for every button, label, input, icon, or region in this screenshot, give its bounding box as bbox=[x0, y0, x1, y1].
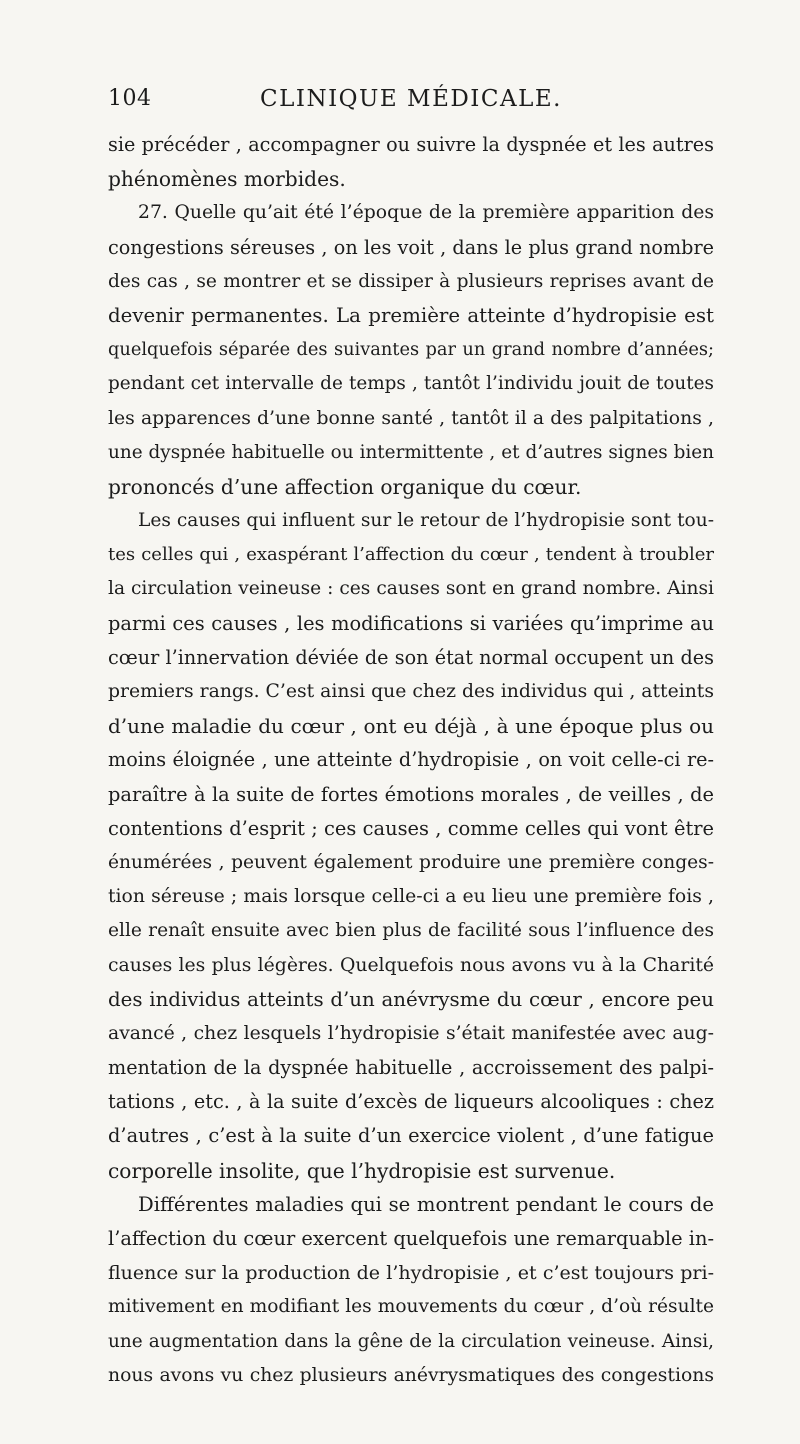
text-line: mitivement en modifiant les mouvements du cœur , d’où résulte bbox=[108, 1296, 714, 1318]
text-line: une augmentation dans la gêne de la circulation veineuse. Ainsi, bbox=[108, 1330, 714, 1352]
text-line: tes celles qui , exaspérant l’affection du cœur , tendent à troubler bbox=[108, 544, 714, 566]
text-line: mentation de la dyspnée habituelle , accroissement des palpi- bbox=[108, 1056, 714, 1080]
text-line: nous avons vu chez plusieurs anévrysmatiques des congestions bbox=[108, 1364, 714, 1386]
text-line: pendant cet intervalle de temps , tantôt l’individu jouit de toutes bbox=[108, 373, 714, 395]
text-line: premiers rangs. C’est ainsi que chez des individus qui , atteints bbox=[108, 681, 714, 702]
text-line: des individus atteints d’un anévrysme du cœur , encore peu bbox=[108, 987, 714, 1011]
text-line: d’une maladie du cœur , ont eu déjà , à une époque plus ou bbox=[108, 714, 714, 739]
text-line: prononcés d’une affection organique du cœur. bbox=[108, 474, 582, 499]
text-line: énumérées , peuvent également produire une première conges- bbox=[108, 851, 714, 873]
text-line: devenir permanentes. La première atteinte d’hydropisie est bbox=[108, 303, 714, 327]
text-line: l’affection du cœur exercent quelquefois une remarquable in- bbox=[108, 1227, 714, 1250]
text-line: moins éloignée , une atteinte d’hydropisie , on voit celle-ci re- bbox=[108, 748, 714, 772]
text-line: avancé , chez lesquels l’hydropisie s’était manifestée avec aug- bbox=[108, 1022, 714, 1044]
text-line: elle renaît ensuite avec bien plus de facilité sous l’influence des bbox=[108, 920, 714, 942]
text-line: parmi ces causes , les modifications si variées qu’imprime au bbox=[108, 611, 714, 635]
text-line: Différentes maladies qui se montrent pendant le cours de bbox=[138, 1192, 714, 1216]
text-line: une dyspnée habituelle ou intermittente , et d’autres signes bien bbox=[108, 441, 714, 463]
text-line: quelquefois séparée des suivantes par un grand nombre d’années; bbox=[108, 339, 714, 361]
text-line: corporelle insolite, que l’hydropisie est survenue. bbox=[108, 1158, 616, 1183]
text-line: les apparences d’une bonne santé , tantôt il a des palpitations , bbox=[108, 407, 714, 429]
text-line: des cas , se montrer et se dissiper à plusieurs reprises avant de bbox=[108, 270, 714, 292]
text-line: sie précéder , accompagner ou suivre la dyspnée et les autres bbox=[108, 133, 714, 156]
running-title: CLINIQUE MÉDICALE. bbox=[260, 86, 562, 112]
page-header bbox=[108, 86, 714, 116]
text-line: cœur l’innervation déviée de son état normal occupent un des bbox=[108, 645, 714, 669]
text-line: tion séreuse ; mais lorsque celle-ci a eu lieu une première fois , bbox=[108, 886, 714, 908]
text-line: contentions d’esprit ; ces causes , comme celles qui vont être bbox=[108, 816, 714, 840]
page-number: 104 bbox=[108, 86, 152, 111]
text-line: d’autres , c’est à la suite d’un exercice violent , d’une fatigue bbox=[108, 1124, 714, 1148]
text-line: congestions séreuses , on les voit , dans le plus grand nombre bbox=[108, 235, 714, 259]
text-line: fluence sur la production de l’hydropisie , et c’est toujours pri- bbox=[108, 1262, 714, 1285]
body-text bbox=[108, 128, 714, 1393]
text-line: phénomènes morbides. bbox=[108, 167, 346, 192]
text-line: Les causes qui influent sur le retour de l’hydropisie sont tou- bbox=[138, 510, 714, 532]
text-line: 27. Quelle qu’ait été l’époque de la première apparition des bbox=[138, 202, 714, 224]
text-line: causes les plus légères. Quelquefois nous avons vu à la Charité bbox=[108, 954, 714, 976]
text-line: la circulation veineuse : ces causes sont en grand nombre. Ainsi bbox=[108, 578, 714, 600]
text-line: tations , etc. , à la suite d’excès de liqueurs alcooliques : chez bbox=[108, 1090, 714, 1114]
text-line: paraître à la suite de fortes émotions morales , de veilles , de bbox=[108, 782, 714, 806]
